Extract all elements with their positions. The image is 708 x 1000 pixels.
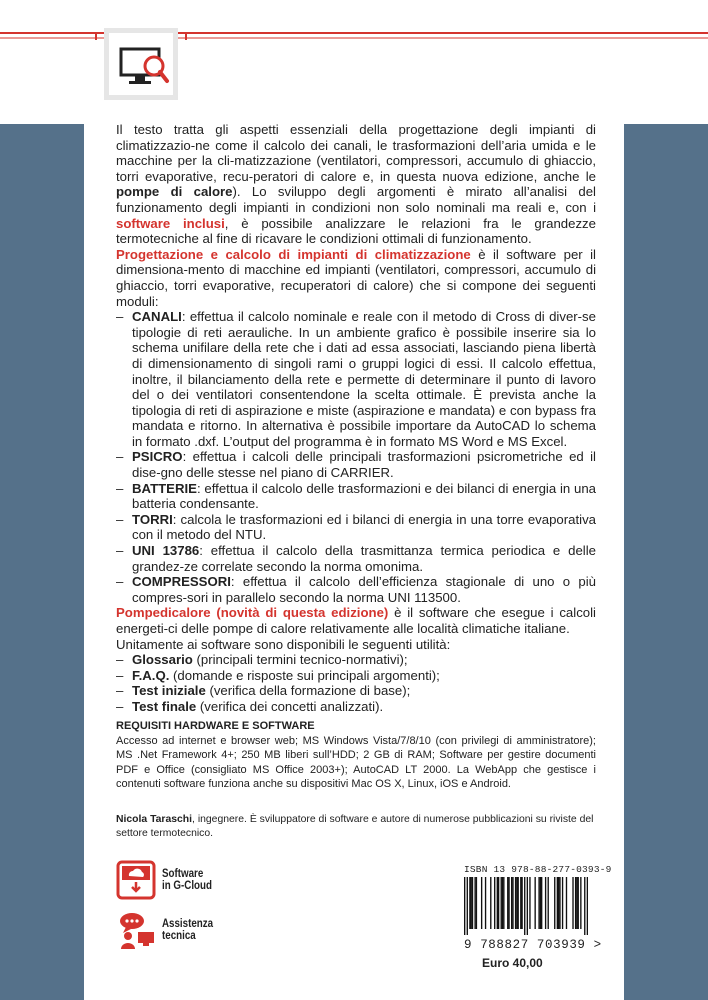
barcode-bar (485, 877, 486, 929)
utility-name: F.A.Q. (132, 667, 170, 683)
support-badge-line2: tecnica (162, 930, 196, 942)
module-desc: : effettua il calcolo dell’efficienza stagionale di uno o più compres-sori in parallelo secondo la norma UNI 113500. (132, 574, 596, 605)
barcode-bar (554, 877, 555, 929)
support-chat-icon (116, 910, 156, 950)
support-badge-text (162, 918, 213, 942)
intro-text-2: ). Lo sviluppo degli argomenti è mirato all’analisi del funzionamento degli impianti in condizioni non solo nominali ma reali e, con i (116, 184, 596, 215)
utility-desc: (principali termini tecnico-normativi); (192, 652, 408, 668)
module-desc: : effettua il calcolo nominale e reale con il metodo di Cross di diver-se tipologie di reti aerauliche. In un ambiente grafico è possibile inserire sia lo schema unifilare della rete che i dati ad essa associati, lasciando piena libertà di dimensionamento di singoli rami o gruppi logici di essi. Il calcolo effettua, inoltre, il bilanciamento della rete e permette di determinare il punto di lavoro del o dei ventilatori consentendone la scelta ottimale. È prevista anche la tipologia di reti di aspirazione e miste (aspirazione e mandata) e con bypass fra mandata e ritorno. In alternativa è possibile importare da AutoCAD lo schema in formato .dxf. L’output del programma è in formato MS Word e MS Excel. (132, 309, 596, 449)
progetto-text: è il software per il dimensiona-mento di macchine ed impianti (ventilatori, compressori, accumulo di ghiaccio, torri evaporative, recuperatori di calore) che si compone dei seguenti moduli: (116, 246, 596, 309)
barcode-bar (472, 877, 473, 929)
barcode-bar (520, 877, 521, 929)
list-item (116, 652, 596, 668)
intro-pompe-highlight: pompe di calore (116, 184, 233, 200)
barcode-bar (545, 877, 546, 929)
pompe-text: è il software che esegue i calcoli energeti-ci delle pompe di calore relativamente alle località climatiche italiane. (116, 605, 596, 636)
barcode-bar (516, 877, 517, 929)
ean-barcode (464, 877, 588, 935)
module-name: COMPRESSORI (132, 574, 231, 590)
author-name: Nicola Taraschi (116, 814, 193, 825)
list-item (116, 481, 596, 512)
module-name: BATTERIE (132, 480, 197, 496)
author-bio: , ingegnere. È sviluppatore di software e autore di numerose pubblicazioni su riviste del settore termotecnico. (116, 814, 594, 839)
module-desc: : calcola le trasformazioni ed i bilanci di energia in una torre evaporativa con il metodo del NTU. (132, 511, 596, 543)
barcode-bar (521, 877, 522, 929)
barcode-bar (562, 877, 563, 929)
list-item (116, 449, 596, 480)
barcode-bar (572, 877, 573, 929)
barcode-bar (524, 877, 525, 935)
list-item (116, 574, 596, 605)
support-badge (116, 910, 222, 950)
author-note (116, 813, 596, 840)
barcode-bar (566, 877, 567, 929)
utility-name: Test finale (132, 698, 197, 714)
list-item (116, 543, 596, 574)
utility-desc: (verifica della formazione di base); (205, 683, 411, 699)
intro-text-3: , è possibile analizzare le relazioni fra le grandezze termotecniche al fine di ricavare le condizioni ottimali di funzionamento. (116, 215, 596, 247)
module-name: CANALI (132, 309, 182, 325)
module-desc: : effettua i calcoli delle principali trasformazioni psicrometriche ed il dise-gno delle stesse nel piano di CARRIER. (132, 449, 596, 481)
barcode-bar (464, 877, 465, 935)
pompe-novita: (novità di questa edizione) (210, 605, 389, 621)
barcode-bar (490, 877, 491, 929)
utility-name: Test iniziale (132, 683, 206, 699)
barcode-bar (534, 877, 535, 929)
intro-paragraph (116, 122, 596, 247)
barcode-bar (503, 877, 504, 929)
barcode-bar (580, 877, 581, 929)
barcode-bar (469, 877, 470, 929)
barcode-bar (474, 877, 475, 929)
barcode-bar (529, 877, 530, 929)
barcode-bar (507, 877, 508, 929)
right-decor-bar (624, 124, 708, 1000)
barcode-bar (578, 877, 579, 929)
barcode-bar (467, 877, 468, 935)
cloud-badge-text (162, 868, 212, 892)
barcode-bar (559, 877, 560, 929)
description (116, 122, 596, 715)
barcode-bar (481, 877, 482, 929)
list-item (116, 668, 596, 684)
barcode-bar (584, 877, 585, 935)
barcode-bar (502, 877, 503, 929)
modules-list (116, 309, 596, 605)
module-name: TORRI (132, 511, 173, 527)
support-badge-line1: Assistenza (162, 918, 214, 930)
left-decor-bar (0, 124, 84, 1000)
requirements-section (116, 719, 596, 791)
module-desc: : effettua il calcolo delle trasformazioni e dei bilanci di energia in una batteria condensante. (132, 480, 596, 512)
barcode-bar (518, 877, 519, 929)
barcode-bar (557, 877, 558, 929)
list-item (116, 512, 596, 543)
cloud-badge-line1: Software (162, 868, 204, 880)
cloud-badge-line2: in G-Cloud (162, 880, 212, 892)
barcode-bar (576, 877, 577, 929)
barcode-bar (511, 877, 512, 929)
isbn-label: ISBN 13 978-88-277-0393-9 (464, 864, 612, 875)
utility-desc: (domande e risposte sui principali argomenti); (169, 667, 440, 683)
requirements-text: Accesso ad internet e browser web; MS Windows Vista/7/8/10 (con privilegi di amministratore); MS .Net Framework 4+; 250 MB liberi sull’HDD; 2 GB di RAM; Software per gestire documenti PDF e Office (consigliato MS Office 2003+); AutoCAD LT 2000. La WebApp che gestisce i contenuti software funziona anche su dispositivi Mac OS X, Linux, iOS e Android. (116, 735, 596, 790)
barcode-bar (508, 877, 509, 929)
requirements-title: REQUISITI HARDWARE E SOFTWARE (116, 720, 315, 732)
barcode-bar (471, 877, 472, 929)
software-inclusi-highlight: software inclusi (116, 215, 225, 231)
utilities-list (116, 652, 596, 714)
barcode-bar (541, 877, 542, 929)
barcode-bar (548, 877, 549, 929)
top-icon-box (104, 28, 178, 100)
barcode-bar (527, 877, 528, 935)
barcode-bar (476, 877, 477, 929)
intro-text-1: Il testo tratta gli aspetti essenziali della progettazione degli impianti di climatizzazio-ne come il calcolo dei canali, le trasformazioni dell’aria umida e le macchine per la cli-matizzazione (ventilatori, compressori, accumulo di ghiaccio, torri evaporative, recu-peratori di calore e, in questa nuova edizione, anche le (116, 122, 596, 184)
utilities-intro: Unitamente ai software sono disponibili le seguenti utilità: (116, 636, 451, 652)
price: Euro 40,00 (482, 956, 543, 970)
utility-desc: (verifica dei concetti analizzati). (196, 698, 384, 714)
barcode-bar (494, 877, 495, 929)
barcode-bar (498, 877, 499, 929)
barcode-bar (512, 877, 513, 929)
barcode-bar (587, 877, 588, 935)
barcode-bar (540, 877, 541, 929)
barcode-bar (501, 877, 502, 929)
pompe-paragraph (116, 605, 596, 636)
module-name: UNI 13786 (132, 543, 200, 559)
list-item (116, 683, 596, 699)
list-item (116, 309, 596, 449)
cloud-download-icon (116, 860, 156, 900)
cloud-badge (116, 860, 221, 900)
barcode-bar (515, 877, 516, 929)
progetto-title: Progettazione e calcolo di impianti di climatizzazione (116, 246, 471, 262)
barcode-bar (558, 877, 559, 929)
barcode-bar (538, 877, 539, 929)
pompe-title: Pompedicalore (116, 605, 211, 621)
isbn-block (464, 864, 612, 970)
computer-magnifier-icon (109, 33, 173, 95)
list-item (116, 699, 596, 715)
barcode-bar (497, 877, 498, 929)
barcode-bar (575, 877, 576, 929)
module-name: PSICRO (132, 449, 183, 465)
utility-name: Glossario (132, 652, 193, 668)
module-desc: : effettua il calcolo della trasmittanza termica periodica e delle grandez-ze correlate secondo la norma omonima. (132, 543, 596, 574)
progetto-paragraph (116, 247, 596, 309)
ean-digits: 9 788827 703939 > (464, 938, 602, 952)
